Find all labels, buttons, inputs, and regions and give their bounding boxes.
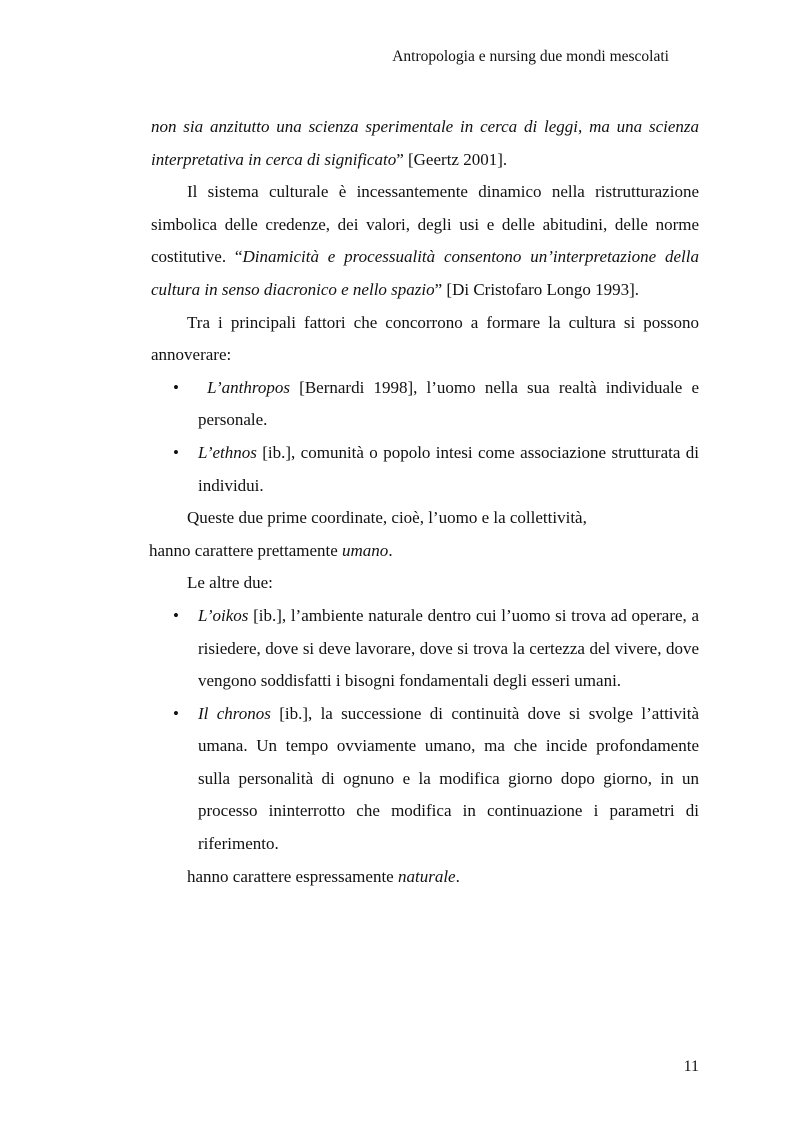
text-span: hanno carattere prettamente <box>149 540 343 560</box>
list-human-factors <box>151 372 699 502</box>
paragraph-geertz-quote <box>151 111 699 176</box>
bullet-icon: • <box>173 377 179 397</box>
list-term: L’anthropos <box>207 377 290 397</box>
text-span: . <box>455 866 460 886</box>
list-text: [Bernardi 1998], l’uomo nella sua realtà individuale e personale. <box>198 377 699 430</box>
paragraph-other-two: Le altre due: <box>187 573 273 593</box>
bullet-icon: • <box>173 442 179 462</box>
running-header: Antropologia e nursing due mondi mescolati <box>392 48 669 65</box>
text-span: Il sistema culturale è incessantemente dinamico nella ristrutturazione simbolica delle credenze, dei valori, degli usi e delle abitudini, delle norme costitutive. “ <box>151 182 699 267</box>
italic-word: naturale <box>397 866 456 886</box>
italic-word: umano <box>342 540 389 560</box>
citation: ” [Geertz 2001]. <box>396 149 508 169</box>
paragraph-coordinates-line1: Queste due prime coordinate, cioè, l’uomo e la collettività, <box>187 508 587 528</box>
text-span: . <box>388 540 393 560</box>
text-span: hanno carattere espressamente <box>187 866 398 886</box>
list-text: [ib.], l’ambiente naturale dentro cui l’uomo si trova ad operare, a risiedere, dove si deve lavorare, dove si trova la certezza del vivere, dove vengono soddisfatti i bisogni fondamentali degli esseri umani. <box>198 605 699 691</box>
bullet-icon: • <box>173 605 179 625</box>
list-text: [ib.], comunità o popolo intesi come associazione strutturata di individui. <box>198 442 699 495</box>
list-item-ethnos <box>151 437 699 502</box>
list-term: Il chronos <box>198 703 271 723</box>
list-natural-factors <box>151 600 699 861</box>
body-text <box>151 111 699 893</box>
list-item-anthropos <box>151 372 699 437</box>
bullet-icon: • <box>173 703 179 723</box>
page-number: 11 <box>683 1058 699 1075</box>
paragraph-cultural-system <box>151 176 699 306</box>
italic-quote: non sia anzitutto una scienza sperimentale in cerca di leggi, ma una scienza interpretativa in cerca di significato <box>151 117 699 169</box>
paragraph-factors-intro: Tra i principali fattori che concorrono a formare la cultura si possono annoverare: <box>151 312 699 365</box>
italic-quote: Dinamicità e processualità consentono un’interpretazione della cultura in senso diacronico e nello spazio <box>151 247 700 299</box>
list-item-chronos <box>151 698 699 861</box>
list-text: [ib.], la successione di continuità dove si svolge l’attività umana. Un tempo ovviamente umano, ma che incide profondamente sulla personalità di ognuno e la modifica giorno dopo giorno, in un processo ininterrotto che modifica in continuazione i parametri di riferimento. <box>198 703 700 854</box>
list-term: L’ethnos <box>198 442 257 462</box>
paragraph-natural-character <box>151 861 699 894</box>
list-item-oikos <box>151 600 699 698</box>
citation: ” [Di Cristofaro Longo 1993]. <box>434 279 640 299</box>
paragraph-coordinates-line2 <box>149 535 699 568</box>
list-term: L’oikos <box>198 605 249 625</box>
